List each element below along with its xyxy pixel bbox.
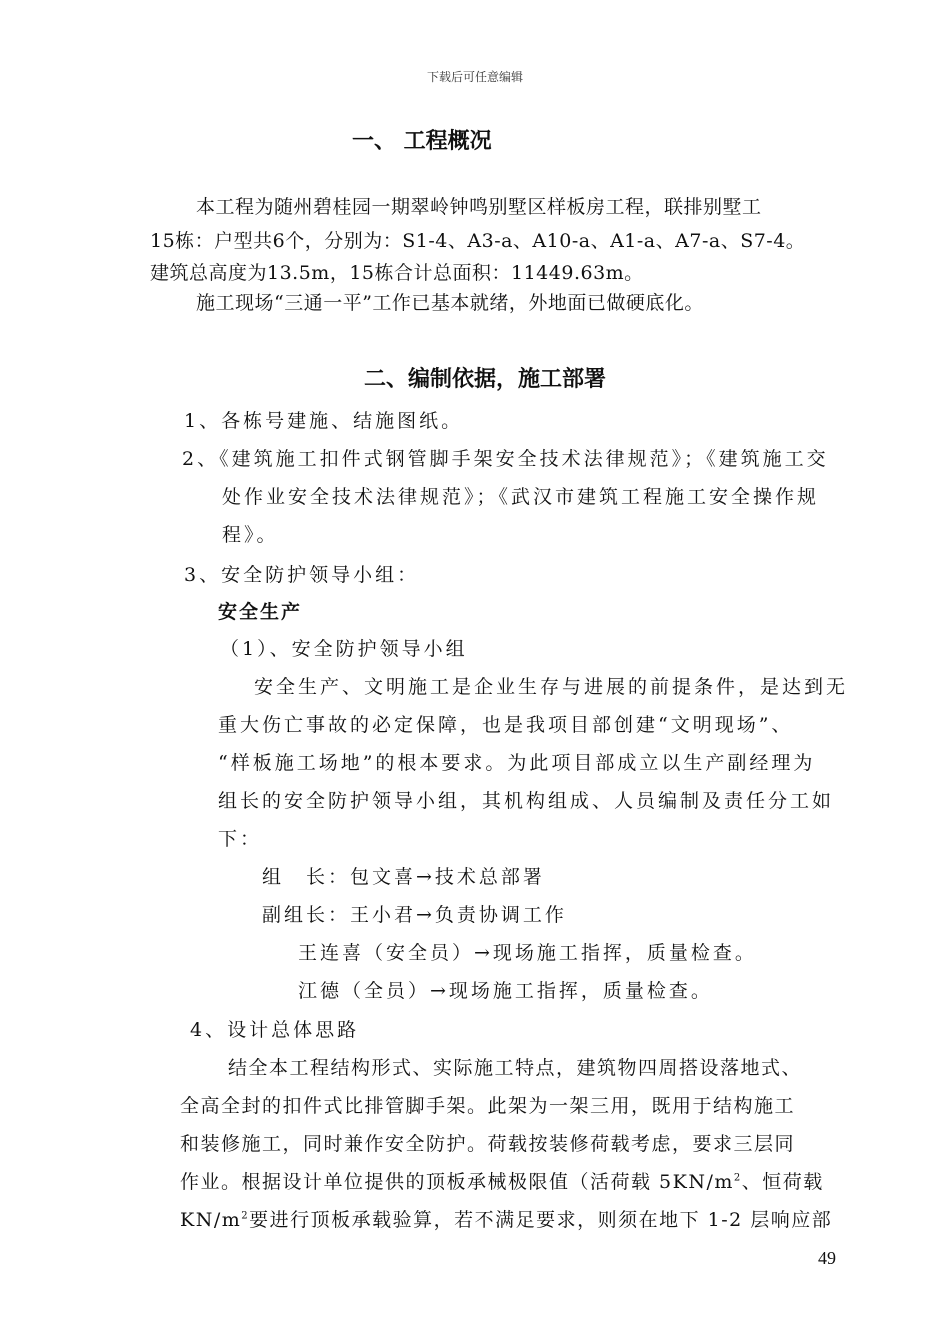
subsection-title: （1）、安全防护领导小组: [220, 638, 468, 660]
list-item-2-line: 处作业安全技术法律规范》；《武汉市建筑工程施工安全操作规: [222, 486, 820, 508]
paragraph2-line: 和装修施工，同时兼作安全防护。荷载按装修荷载考虑，要求三层同: [180, 1133, 796, 1155]
member-line: 江德（全员）→现场施工指挥，质量检查。: [298, 980, 713, 1002]
list-item-3: 3、安全防护领导小组：: [184, 564, 420, 586]
member-line: 副组长：王小君→负责协调工作: [262, 904, 567, 926]
page-number: 49: [818, 1248, 836, 1268]
section1-line: 本工程为随州碧桂园一期翠岭钟鸣别墅区样板房工程，联排别墅工: [196, 196, 762, 218]
paragraph-line: 组长的安全防护领导小组，其机构组成、人员编制及责任分工如: [218, 790, 835, 812]
paragraph2-line: 结全本工程结构形式、实际施工特点，建筑物四周搭设落地式、: [228, 1057, 803, 1079]
paragraph-line: 安全生产、文明施工是企业生存与进展的前提条件，是达到无: [254, 676, 849, 698]
section2-title: 二、编制依据，施工部署: [364, 367, 607, 392]
subheading: 安全生产: [218, 601, 303, 623]
list-item-1: 1、各栋号建施、结施图纸。: [184, 410, 464, 432]
paragraph-line: “样板施工场地”的根本要求。为此项目部成立以生产副经理为: [218, 752, 816, 774]
member-line: 组 长：包文喜→技术总部署: [262, 866, 545, 888]
section1-title: 一、 工程概况: [352, 129, 492, 154]
paragraph-line: 重大伤亡事故的必定保障，也是我项目部创建“文明现场”、: [218, 714, 794, 736]
paragraph2-line: 全高全封的扣件式比排管脚手架。此架为一架三用，既用于结构施工: [180, 1095, 796, 1117]
list-item-2-line: 2、《建筑施工扣件式钢管脚手架安全技术法律规范》；《建筑施工交: [182, 448, 829, 470]
section1-line: 施工现场“三通一平”工作已基本就绪，外地面已做硬底化。: [196, 292, 704, 314]
page-header: 下载后可任意编辑: [426, 70, 523, 84]
section1-line: 建筑总高度为13.5m，15栋合计总面积：11449.63m。: [150, 262, 644, 284]
list-item-4: 4、设计总体思路: [190, 1019, 360, 1041]
paragraph2-line: $KN/m^2$要进行顶板承载验算，若不满足要求，则须在地下 1-2 层响应部: [180, 1209, 833, 1231]
paragraph2-line: 作业。根据设计单位提供的顶板承械极限值（活荷载 $5KN/m^2$、恒荷载: [180, 1171, 824, 1193]
member-line: 王连喜（安全员）→现场施工指挥，质量检查。: [298, 942, 757, 964]
section1-line: 15栋：户型共6个，分别为：S1-4、A3-a、A10-a、A1-a、A7-a、S7-4。: [150, 230, 806, 252]
paragraph-line: 下：: [218, 828, 263, 850]
list-item-2-line: 程》。: [222, 524, 279, 546]
